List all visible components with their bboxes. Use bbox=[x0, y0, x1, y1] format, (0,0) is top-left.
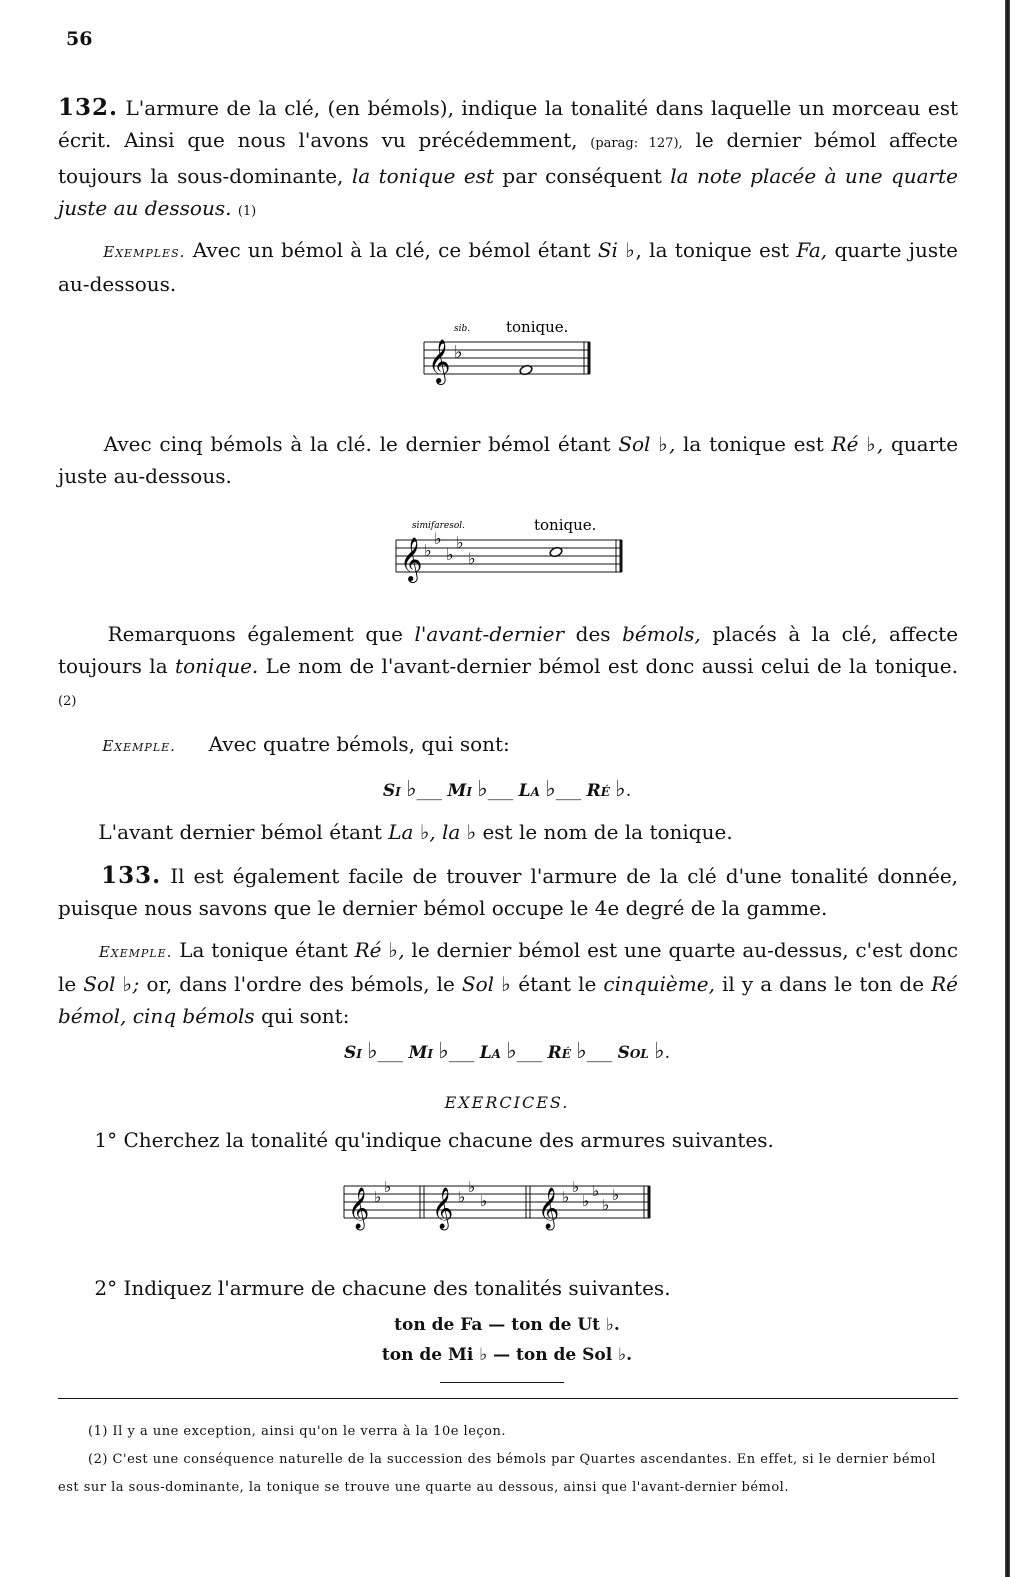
svg-text:♭: ♭ bbox=[572, 1178, 580, 1196]
avant-dernier-line bbox=[58, 816, 958, 848]
text: L'avant dernier bémol étant bbox=[98, 820, 382, 844]
flat-sign-icon: ♭ bbox=[406, 776, 417, 802]
svg-text:♭: ♭ bbox=[582, 1192, 590, 1210]
flat-sign-icon: ♭ bbox=[545, 776, 556, 802]
svg-text:♭: ♭ bbox=[612, 1186, 620, 1204]
treble-clef-icon: 𝄞 bbox=[348, 1188, 370, 1229]
svg-text:♭: ♭ bbox=[592, 1182, 600, 1200]
text: Le nom de l'avant-dernier bémol est donc aussi celui de la tonique. bbox=[265, 654, 958, 678]
example-one-flat bbox=[58, 234, 958, 300]
flat-sign-icon: ♭ bbox=[367, 1038, 378, 1064]
exercise-number: 2° bbox=[94, 1276, 118, 1300]
example-five-flats bbox=[58, 428, 958, 492]
treble-clef-icon: 𝄞 bbox=[400, 537, 423, 581]
italic-text: la tonique est bbox=[351, 164, 494, 188]
text: Il est également facile de trouver l'armure de la clé d'une tonalité donnée, puisque nous savons que le dernier bémol occupe le 4e degré de la gamme. bbox=[58, 864, 959, 920]
text: qui sont: bbox=[261, 1004, 350, 1028]
staff-example-2 bbox=[392, 512, 632, 588]
remark-paragraph bbox=[58, 618, 958, 718]
flat-sign-icon: ♭ bbox=[454, 342, 463, 363]
text: quarte juste au-dessous. bbox=[58, 238, 958, 296]
key-signature-three-flats bbox=[458, 1178, 487, 1210]
text: la tonique est bbox=[683, 432, 824, 456]
footnote-ref: (2) bbox=[58, 694, 77, 709]
note-name: La ♭, la ♭ bbox=[388, 820, 477, 844]
exercise-2-keys bbox=[0, 1310, 1014, 1370]
footnote-separator bbox=[58, 1398, 958, 1399]
flat-sign-icon: ♭ bbox=[576, 1038, 587, 1064]
italic-text: la note placée à une quarte juste au dessous. bbox=[58, 164, 958, 220]
svg-text:♭: ♭ bbox=[424, 541, 432, 560]
example-four-flats bbox=[58, 728, 958, 762]
key-signature-six-flats bbox=[562, 1178, 619, 1214]
italic-text: cinquième, bbox=[603, 972, 715, 996]
flat-sign-icon: ♭ bbox=[506, 1038, 517, 1064]
example-label: Exemple. bbox=[98, 943, 173, 961]
text: La tonique étant bbox=[179, 938, 348, 962]
note-la: La bbox=[479, 1043, 501, 1063]
note-mi: Mi bbox=[447, 781, 472, 801]
text: quarte juste au-dessous. bbox=[58, 432, 959, 488]
note-name: Sol ♭; bbox=[83, 972, 140, 996]
end-rule bbox=[440, 1382, 564, 1383]
text: placés à la clé, affecte toujours la bbox=[58, 622, 959, 678]
footnote-ref: (1) bbox=[237, 204, 257, 219]
note-si: Si bbox=[382, 781, 401, 801]
paragraph-132 bbox=[58, 92, 958, 228]
reference: (parag: 127), bbox=[590, 136, 683, 151]
staff-exercise-key-signatures bbox=[340, 1176, 660, 1236]
svg-text:♭: ♭ bbox=[468, 549, 476, 568]
note-name: Ré ♭, bbox=[354, 938, 405, 962]
example-re-flat bbox=[58, 934, 958, 1032]
svg-text:♭: ♭ bbox=[384, 1178, 392, 1196]
staff-label-small: sib. bbox=[454, 324, 471, 334]
example-label: Exemple. bbox=[102, 737, 176, 755]
text: le dernier bémol affecte toujours la sous-dominante, bbox=[58, 128, 959, 188]
note-name: Ré ♭, bbox=[831, 432, 884, 456]
note-si: Si bbox=[343, 1043, 362, 1063]
text: est le nom de la tonique. bbox=[482, 820, 733, 844]
treble-clef-icon: 𝄞 bbox=[432, 1188, 454, 1229]
staff-label-tonic: tonique. bbox=[534, 516, 597, 534]
treble-clef-icon: 𝄞 bbox=[538, 1188, 560, 1229]
text: L'armure de la clé, (en bémols), indique la tonalité dans laquelle un morceau est écrit. Ainsi que nous l'avons vu précédemment, bbox=[58, 96, 958, 152]
exercices-heading: EXERCICES. bbox=[444, 1093, 570, 1112]
flat-sequence-five: Si ♭___ Mi ♭___ La ♭___ Ré ♭___ Sol ♭. bbox=[343, 1038, 671, 1064]
italic-text: bémols, bbox=[622, 622, 701, 646]
text: étant le bbox=[518, 972, 597, 996]
svg-text:♭: ♭ bbox=[456, 533, 464, 552]
svg-text:♭: ♭ bbox=[562, 1188, 570, 1206]
note-la: La bbox=[518, 781, 540, 801]
footnote-1: (1) Il y a une exception, ainsi qu'on le verra à la 10e leçon. bbox=[88, 1424, 506, 1439]
staff-example-1 bbox=[420, 314, 600, 388]
flat-sign-icon: ♭ bbox=[654, 1038, 665, 1064]
text: des bbox=[575, 622, 611, 646]
key-list-line-2: ton de Mi ♭ — ton de Sol ♭. bbox=[381, 1345, 633, 1365]
key-list-line-1: ton de Fa — ton de Ut ♭. bbox=[394, 1315, 620, 1335]
svg-text:♭: ♭ bbox=[458, 1188, 466, 1206]
note-mi: Mi bbox=[408, 1043, 433, 1063]
svg-text:♭: ♭ bbox=[446, 545, 454, 564]
text: , la tonique est bbox=[635, 238, 790, 262]
exercise-1 bbox=[58, 1124, 958, 1156]
text: Avec un bémol à la clé, ce bémol étant bbox=[192, 238, 591, 262]
flat-sign-icon: ♭ bbox=[615, 776, 626, 802]
flat-sign-icon: ♭ bbox=[477, 776, 488, 802]
exercise-text: Cherchez la tonalité qu'indique chacune des armures suivantes. bbox=[123, 1128, 774, 1152]
paragraph-number: 133. bbox=[101, 862, 162, 889]
italic-text: tonique. bbox=[175, 654, 259, 678]
text: or, dans l'ordre des bémols, le bbox=[146, 972, 455, 996]
svg-text:♭: ♭ bbox=[374, 1188, 382, 1206]
italic-text: l'avant-dernier bbox=[414, 622, 565, 646]
note-name: Fa, bbox=[796, 238, 828, 262]
note-name: Sol ♭, bbox=[618, 432, 676, 456]
note-re: Ré bbox=[547, 1043, 571, 1063]
text: il y a dans le ton de bbox=[722, 972, 925, 996]
svg-text:♭: ♭ bbox=[602, 1196, 610, 1214]
paragraph-133 bbox=[58, 860, 958, 924]
flat-sign-icon: ♭ bbox=[438, 1038, 449, 1064]
example-label: Exemples. bbox=[103, 243, 186, 261]
staff-label-small: simifaresol. bbox=[412, 521, 466, 531]
note-name: Sol ♭ bbox=[461, 972, 512, 996]
italic-text: Ré bémol, cinq bémols bbox=[58, 972, 959, 1028]
text: Remarquons également que bbox=[107, 622, 403, 646]
paragraph-number: 132. bbox=[58, 94, 119, 121]
note-re: Ré bbox=[586, 781, 610, 801]
exercise-text: Indiquez l'armure de chacune des tonalités suivantes. bbox=[123, 1276, 671, 1300]
svg-text:♭: ♭ bbox=[434, 529, 442, 548]
exercise-number: 1° bbox=[94, 1128, 118, 1152]
text: Avec cinq bémols à la clé. le dernier bémol étant bbox=[103, 432, 611, 456]
svg-text:♭: ♭ bbox=[468, 1178, 476, 1196]
treble-clef-icon: 𝄞 bbox=[428, 339, 451, 383]
footnotes bbox=[58, 1418, 958, 1502]
staff-label-tonic: tonique. bbox=[506, 318, 569, 336]
svg-text:♭: ♭ bbox=[480, 1192, 488, 1210]
text: par conséquent bbox=[502, 164, 662, 188]
page-number: 56 bbox=[66, 28, 93, 50]
flat-sequence-four: Si ♭___ Mi ♭___ La ♭___ Ré ♭. bbox=[382, 776, 632, 802]
note-sol: Sol bbox=[617, 1043, 649, 1063]
note-name: Si ♭ bbox=[597, 238, 636, 262]
exercise-2 bbox=[58, 1272, 958, 1304]
text: le dernier bémol est une quarte au-dessus, c'est donc le bbox=[58, 938, 959, 996]
text: Avec quatre bémols, qui sont: bbox=[208, 732, 510, 756]
footnote-2: (2) C'est une conséquence naturelle de la succession des bémols par Quartes ascendantes. En effet, si le dernier bémol est sur la sous-dominante, la tonique se trouve une quarte au dessous, ainsi que l'avant-dernier bémol. bbox=[58, 1452, 936, 1495]
